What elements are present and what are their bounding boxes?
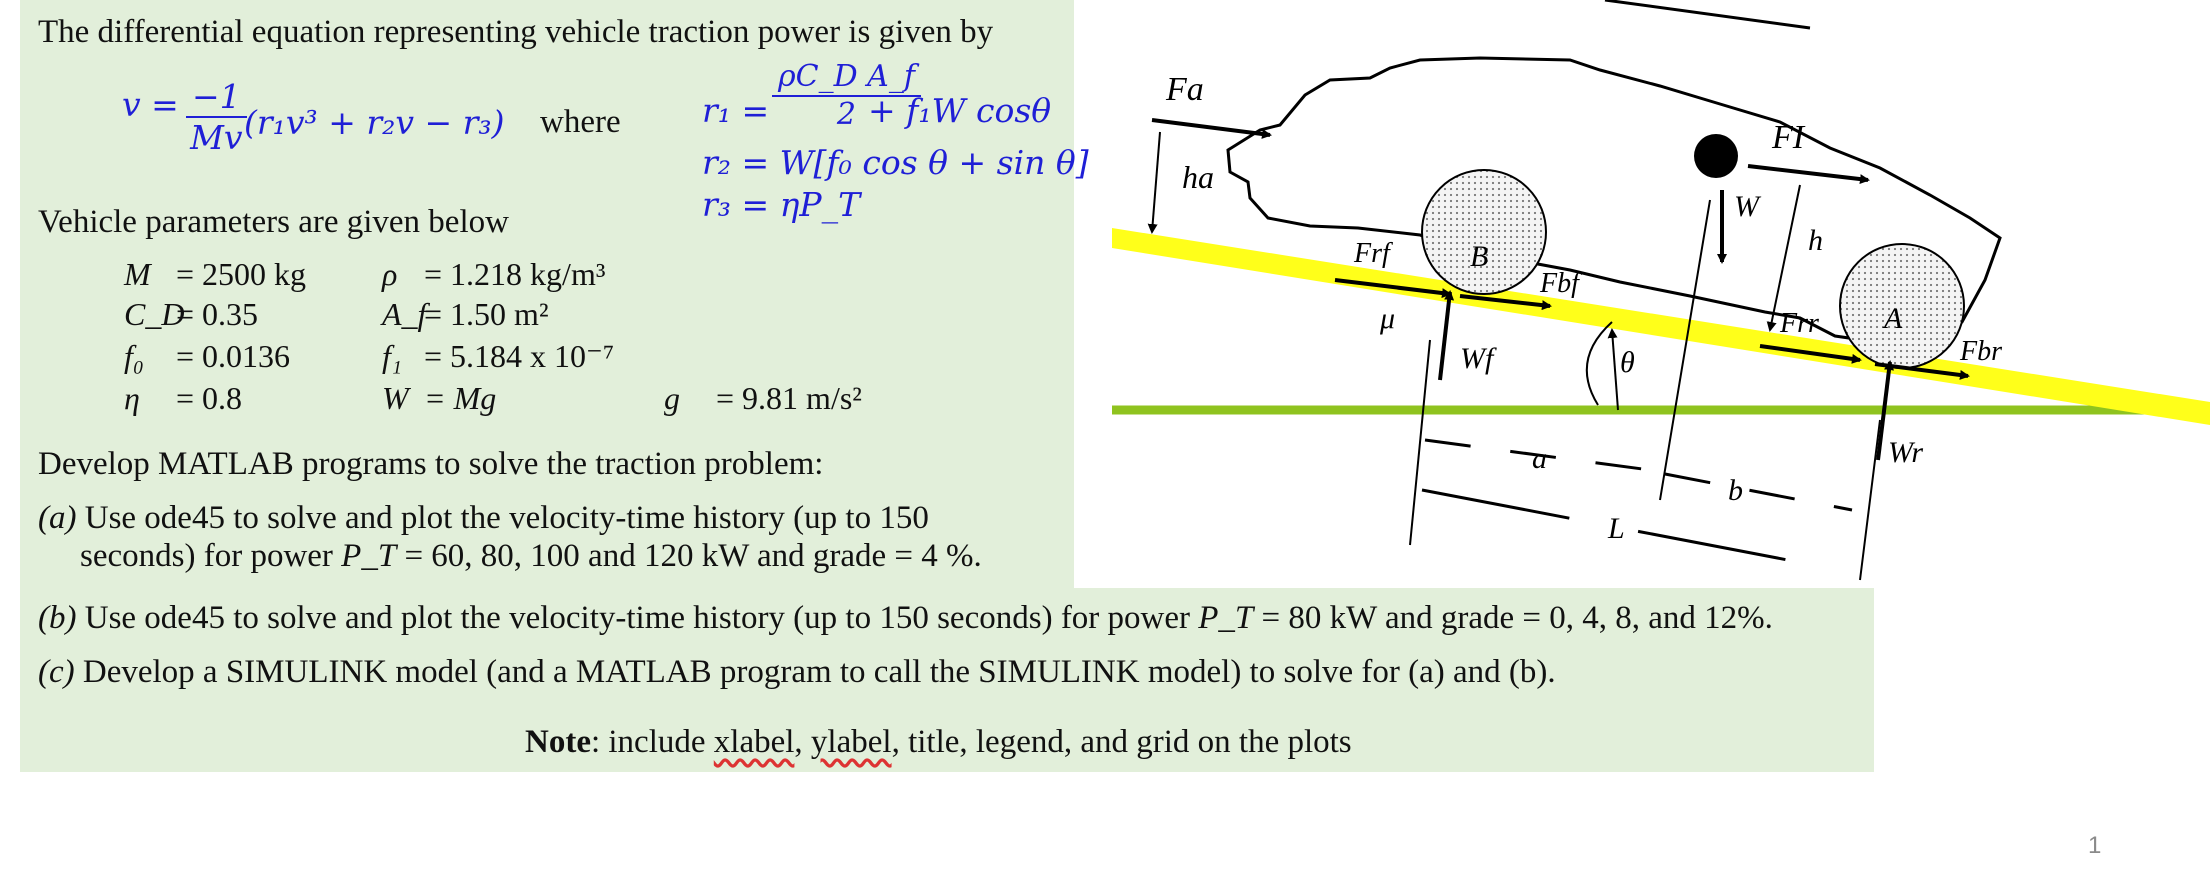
fraction-numerator: −1 — [186, 80, 247, 118]
r2-definition: r₂ = W[f₀ cos θ + sin θ] — [702, 143, 1089, 182]
part-b-pre: Use ode45 to solve and plot the velocity-time history (up to 150 seconds) for power — [84, 600, 1191, 636]
label-fbr: Fbr — [1960, 336, 2002, 367]
label-dim-b: b — [1728, 474, 1743, 507]
part-a-text1: Use ode45 to solve and plot the velocity-time history (up to 150 — [84, 500, 929, 536]
ha-dimension-arrow — [1152, 132, 1160, 232]
roof-line — [1605, 0, 1810, 28]
param-symbol: f₀ — [124, 338, 145, 374]
theta-arrow — [1612, 330, 1618, 410]
r1-numerator: ρC_D A_f — [772, 62, 921, 97]
front-wheel-b — [1422, 170, 1546, 294]
note-bold: Note — [525, 724, 591, 760]
params-heading: Vehicle parameters are given below — [38, 204, 509, 240]
label-fbf: Fbf — [1540, 268, 1579, 299]
label-wf: Wf — [1460, 342, 1494, 375]
dim-l-line — [1422, 490, 1840, 570]
part-c — [38, 656, 1556, 689]
label-theta: θ — [1620, 346, 1635, 379]
r1-lhs: r₁ = — [702, 91, 770, 130]
label-dim-a: a — [1532, 442, 1547, 475]
dim-ext-cg — [1660, 200, 1710, 500]
param-symbol: A_f — [382, 296, 427, 332]
road-incline — [1112, 228, 2210, 425]
param-value: = 2500 kg — [176, 256, 307, 292]
param-value: = 1.218 kg/m³ — [424, 256, 606, 292]
param-symbol: W — [382, 380, 409, 416]
param-symbol: M — [124, 256, 151, 292]
label-h: h — [1808, 224, 1823, 257]
param-value: = 5.184 x 10⁻⁷ — [424, 338, 615, 374]
fraction-denominator: Mv — [190, 118, 243, 157]
label-wr: Wr — [1888, 436, 1924, 469]
label-dim-l: L — [1608, 512, 1625, 545]
param-symbol: η — [124, 380, 140, 416]
label-ha: ha — [1182, 159, 1214, 195]
center-of-gravity — [1694, 134, 1738, 178]
part-b-post: = 80 kW and grade = 0, 4, 8, and 12%. — [1261, 600, 1773, 636]
note-xlabel: xlabel — [713, 724, 795, 760]
part-b — [38, 602, 1773, 635]
vehicle-free-body-diagram — [1100, 0, 2210, 590]
label-frf: Frf — [1354, 238, 1390, 269]
part-b-label: (b) — [38, 600, 77, 636]
part-a-label: (a) — [38, 500, 77, 536]
param-value: = 9.81 m/s² — [716, 380, 862, 416]
note-pre: : include — [590, 724, 706, 760]
note-ylabel: ylabel — [810, 724, 892, 760]
param-symbol: g — [664, 380, 680, 416]
label-mu: μ — [1380, 302, 1396, 335]
param-value: = 0.35 — [176, 296, 259, 332]
label-a-wheel: A — [1884, 302, 1903, 335]
note-post: title, legend, and grid on the plots — [908, 724, 1352, 760]
param-value: = 0.0136 — [176, 338, 291, 374]
page-number: 1 — [2088, 832, 2102, 859]
r1-rest: + f₁W cosθ — [868, 91, 1052, 130]
dim-b-line — [1665, 474, 1852, 510]
part-a-pt: P_T — [341, 538, 397, 574]
label-b: B — [1470, 240, 1489, 273]
note: Note: include xlabel, ylabel, title, legend, and grid on the plots — [525, 724, 1352, 760]
param-value: = 1.50 m² — [424, 296, 549, 332]
label-frr: Frr — [1780, 308, 1819, 339]
part-a-text2-pre: seconds) for power — [80, 538, 333, 574]
aero-force-arrow — [1152, 120, 1270, 135]
equation-rhs: (r₁v³ + r₂v − r₃) — [244, 103, 505, 142]
dim-ext-front — [1410, 340, 1430, 545]
r3-definition: r₃ = ηP_T — [702, 185, 861, 224]
param-value: = 0.8 — [176, 380, 243, 416]
equation-lhs: v = — [122, 85, 179, 124]
label-w: W — [1734, 190, 1759, 223]
intro-text: The differential equation representing vehicle traction power is given by — [38, 14, 994, 50]
part-c-label: (c) — [38, 654, 75, 690]
param-symbol: C_D — [124, 296, 185, 332]
label-fa: Fa — [1166, 71, 1204, 108]
wf-arrow — [1440, 292, 1450, 380]
inertia-force-arrow — [1748, 166, 1868, 180]
where-label: where — [540, 104, 621, 140]
param-symbol: f₁ — [382, 338, 403, 374]
theta-arc — [1587, 322, 1612, 405]
part-a-text2-post: = 60, 80, 100 and 120 kW and grade = 4 %. — [404, 538, 982, 574]
r1-denominator: 2 — [836, 97, 857, 132]
dim-ext-rear — [1860, 420, 1880, 580]
equation-fraction — [186, 77, 247, 157]
param-symbol: ρ — [382, 256, 398, 292]
part-b-pt: P_T — [1198, 600, 1254, 636]
part-c-text: Develop a SIMULINK model (and a MATLAB program to call the SIMULINK model) to solve for (a) and (b). — [82, 654, 1556, 690]
part-a-line2 — [80, 540, 982, 573]
label-fi: FI — [1772, 119, 1805, 156]
part-a-line1 — [38, 502, 929, 535]
develop-text: Develop MATLAB programs to solve the traction problem: — [38, 446, 824, 482]
param-value: = Mg — [424, 380, 497, 416]
